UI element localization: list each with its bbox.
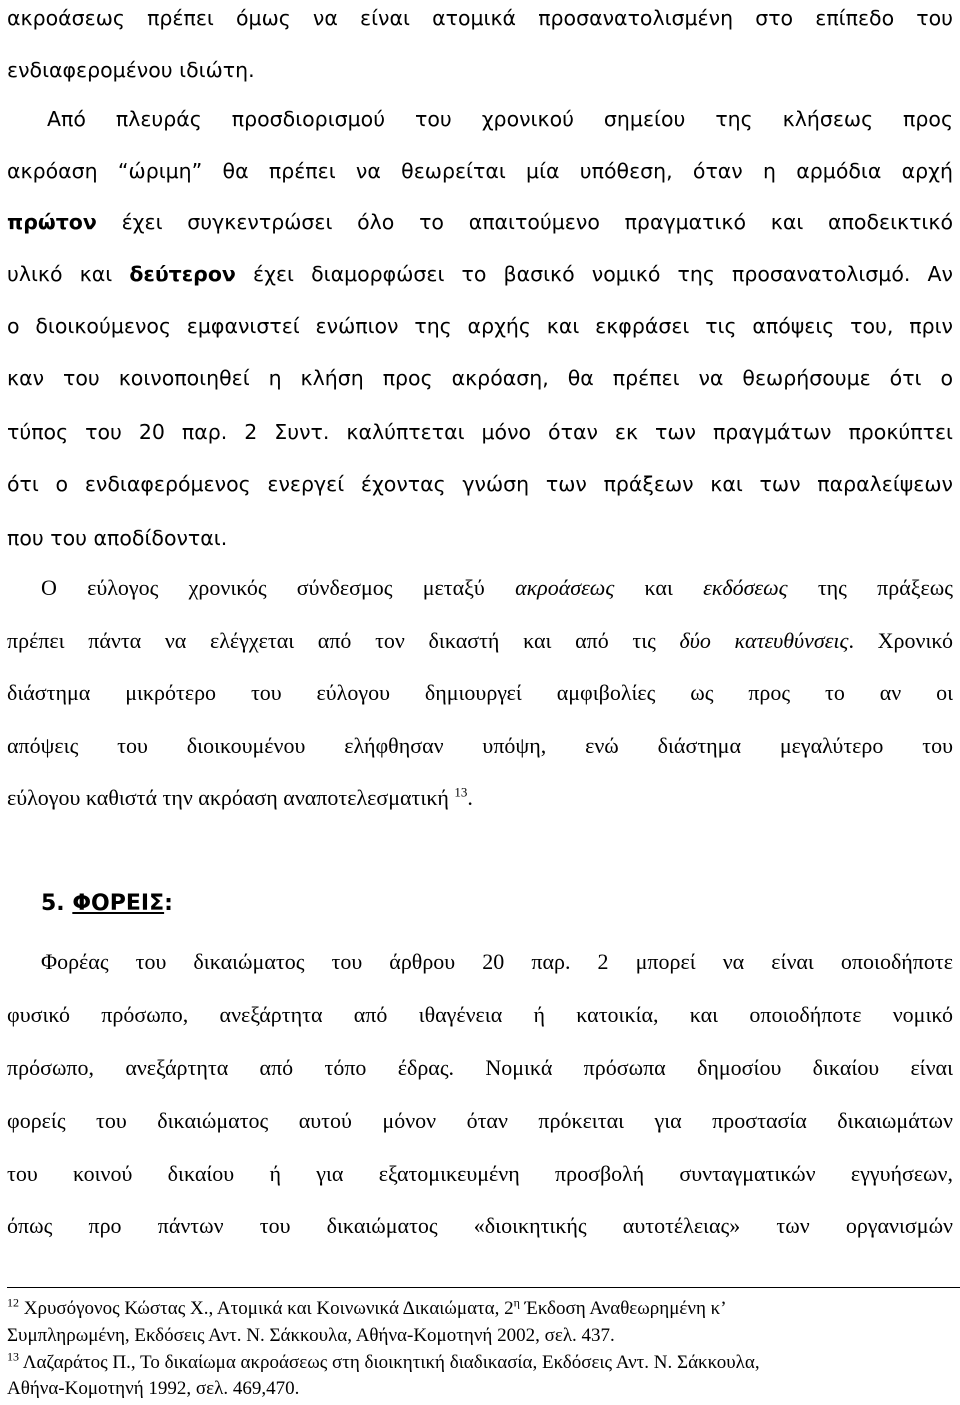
- footnote-12: [7, 1296, 953, 1322]
- footnote-text: Χρυσόγονος Κώστας Χ., Ατομικά και Κοινωνικά Δικαιώματα, 2: [19, 1298, 514, 1319]
- body-line-2: [7, 52, 953, 88]
- body-text: διάστημα μικρότερο του εύλογου δημιουργεί αμφιβολίες ως προς το αν οι: [7, 680, 953, 705]
- body-text: ο διοικούμενος εμφανιστεί ενώπιον της αρχής και εκφράσει τις απόψεις του, πριν: [7, 314, 953, 338]
- section5-line-1: [41, 944, 953, 980]
- section-title: ΦΟΡΕΙΣ: [72, 891, 165, 916]
- footnote-text: Συμπληρωμένη, Εκδόσεις Αντ. Ν. Σάκκουλα, Αθήνα-Κομοτηνή 2002, σελ. 437.: [7, 1325, 615, 1346]
- footnote-superscript: η: [513, 1295, 520, 1310]
- section-number: 5.: [41, 891, 73, 916]
- section5-line-2: [7, 997, 953, 1033]
- body-text: Ο εύλογος χρονικός σύνδεσμος μεταξύ: [41, 575, 516, 600]
- bold-term: δεύτερον: [129, 262, 236, 286]
- body-text: ότι ο ενδιαφερόμενος ενεργεί έχοντας γνώση των πράξεων και των παραλείψεων: [7, 472, 953, 496]
- body-line-13: [7, 623, 953, 659]
- body-text: ενδιαφερομένου ιδιώτη.: [7, 58, 255, 82]
- footnote-text: Έκδοση Αναθεωρημένη κ’: [519, 1298, 727, 1319]
- body-text: απόψεις του διοικουμένου ελήφθησαν υπόψη, ενώ διάστημα μεγαλύτερο του: [7, 733, 953, 758]
- footnote-13: [7, 1350, 953, 1376]
- body-line-14: [7, 675, 953, 711]
- body-line-4: [7, 153, 953, 189]
- body-text: έχει συγκεντρώσει όλο το απαιτούμενο πραγματικό και αποδεικτικό: [96, 210, 953, 234]
- body-text: της πράξεως: [787, 575, 953, 600]
- body-text: .: [467, 785, 473, 810]
- body-line-12: [41, 570, 953, 606]
- body-line-7: [7, 308, 953, 344]
- italic-term: εκδόσεως: [703, 575, 788, 600]
- footnote-number: 13: [7, 1349, 19, 1364]
- footnote-number: 12: [7, 1295, 19, 1310]
- body-text: πρέπει πάντα να ελέγχεται από τον δικαστή και από τις: [7, 628, 680, 653]
- body-text: Φορέας του δικαιώματος του άρθρου 20 παρ. 2 μπορεί να είναι οποιοδήποτε: [41, 949, 953, 974]
- italic-term: ακροάσεως: [515, 575, 615, 600]
- body-text: . Χρονικό: [848, 628, 953, 653]
- bold-term: πρώτον: [7, 210, 97, 234]
- section5-line-3: [7, 1050, 953, 1086]
- body-text: υλικό και: [7, 262, 130, 286]
- body-text: που του αποδίδονται.: [7, 526, 228, 550]
- section-heading: [41, 886, 173, 922]
- footnote-12-line-2: [7, 1323, 953, 1349]
- body-text: έχει διαμορφώσει το βασικό νομικό της προσανατολισμό. Αν: [235, 262, 954, 286]
- body-line-5: [7, 204, 953, 240]
- body-line-9: [7, 414, 953, 450]
- body-line-10: [7, 466, 953, 502]
- body-line-8: [7, 360, 953, 396]
- body-text: τύπος του 20 παρ. 2 Συντ. καλύπτεται μόνο όταν εκ των πραγμάτων προκύπτει: [7, 420, 953, 444]
- body-line-3: [47, 101, 953, 137]
- body-text: του κοινού δικαίου ή για εξατομικευμένη προσβολή συνταγματικών εγγυήσεων,: [7, 1161, 953, 1186]
- section5-line-4: [7, 1103, 953, 1139]
- footnote-separator: [7, 1287, 960, 1288]
- body-line-11: [7, 520, 953, 556]
- body-text: πρόσωπο, ανεξάρτητα από τόπο έδρας. Νομικά πρόσωπα δημοσίου δικαίου είναι: [7, 1055, 953, 1080]
- section5-line-6: [7, 1208, 953, 1244]
- body-line-1: [7, 0, 953, 36]
- body-text: ακροάσεως πρέπει όμως να είναι ατομικά προσανατολισμένη στο επίπεδο του: [7, 6, 953, 30]
- body-text: εύλογου καθιστά την ακρόαση αναποτελεσματική: [7, 785, 455, 810]
- body-text: φορείς του δικαιώματος αυτού μόνον όταν πρόκειται για προστασία δικαιωμάτων: [7, 1108, 953, 1133]
- footnote-ref[interactable]: 13: [454, 784, 468, 800]
- body-text: ακρόαση “ώριμη” θα πρέπει να θεωρείται μία υπόθεση, όταν η αρμόδια αρχή: [7, 159, 953, 183]
- footnote-13-line-2: [7, 1376, 953, 1402]
- section5-line-5: [7, 1156, 953, 1192]
- body-text: και: [614, 575, 704, 600]
- footnote-text: Αθήνα-Κομοτηνή 1992, σελ. 469,470.: [7, 1378, 300, 1399]
- body-text: φυσικό πρόσωπο, ανεξάρτητα από ιθαγένεια ή κατοικία, και οποιοδήποτε νομικό: [7, 1002, 953, 1027]
- body-text: όπως προ πάντων του δικαιώματος «διοικητικής αυτοτέλειας» των οργανισμών: [7, 1213, 953, 1238]
- body-text: καν του κοινοποιηθεί η κλήση προς ακρόαση, θα πρέπει να θεωρήσουμε ότι ο: [7, 366, 953, 390]
- body-line-6: [7, 256, 953, 292]
- italic-term: δύο κατευθύνσεις: [679, 628, 849, 653]
- body-line-16: [7, 780, 953, 816]
- body-text: Από πλευράς προσδιορισμού του χρονικού σημείου της κλήσεως προς: [47, 107, 953, 131]
- footnote-text: Λαζαράτος Π., Το δικαίωμα ακροάσεως στη διοικητική διαδικασία, Εκδόσεις Αντ. Ν. Σάκκουλα,: [19, 1352, 760, 1373]
- section-colon: :: [164, 891, 173, 916]
- body-line-15: [7, 728, 953, 764]
